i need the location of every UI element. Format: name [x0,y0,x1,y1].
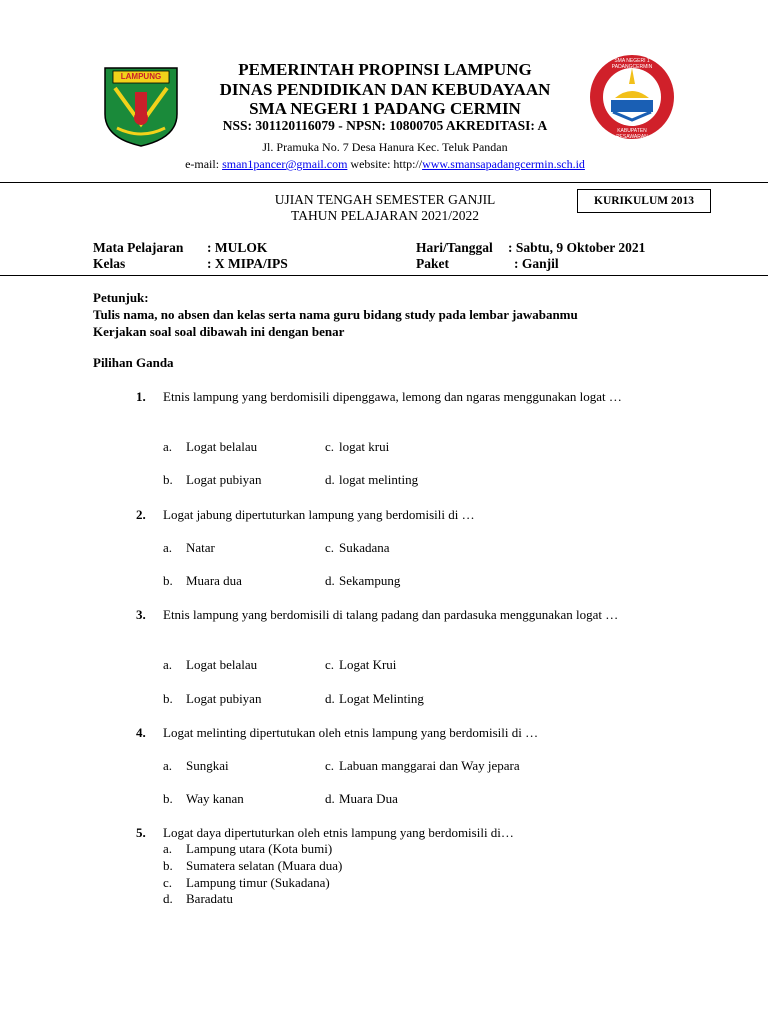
option-text: Labuan manggarai dan Way jepara [339,758,520,773]
option-text: Logat belalau [186,439,258,454]
header-line1: PEMERINTAH PROPINSI LAMPUNG [238,60,532,79]
option-text: Muara Dua [339,791,398,806]
question-number: 1. [136,389,146,404]
header-divider [0,182,768,183]
option-letter: c. [325,439,335,454]
option-text: Sumatera selatan (Muara dua) [186,858,343,873]
day-value: : Sabtu, 9 Oktober 2021 [508,240,646,255]
option-letter: a. [163,540,173,555]
day-label: Hari/Tanggal [416,240,493,255]
option-text: Muara dua [186,573,242,588]
option-letter: a. [163,657,173,672]
exam-title: UJIAN TENGAH SEMESTER GANJIL [274,192,496,207]
option-letter: b. [163,791,173,806]
option-text: Sukadana [339,540,390,555]
option-text: Logat pubiyan [186,472,262,487]
option-letter: c. [325,758,335,773]
option-text: Baradatu [186,891,233,906]
subject-value: : MULOK [207,240,268,255]
header-line3: SMA NEGERI 1 PADANG CERMIN [249,99,521,118]
option-text: Sungkai [186,758,229,773]
website-label: website: http:// [350,157,423,171]
option-letter: d. [325,573,335,588]
question-text: Etnis lampung yang berdomisili di talang padang dan pardasuka menggunakan logat … [163,607,619,622]
email-label: e-mail: [185,157,220,171]
packet-value: : Ganjil [514,256,559,271]
question-text: Logat daya dipertuturkan oleh etnis lampung yang berdomisili di… [163,825,514,840]
option-letter: b. [163,472,173,487]
logo-right-text-top: SMA NEGERI 1 PADANGCERMIN [611,58,653,70]
option-letter: c. [325,540,335,555]
instructions-line1: Tulis nama, no absen dan kelas serta nama guru bidang study pada lembar jawabanmu [93,307,578,322]
option-text: Sekampung [339,573,401,588]
option-letter: b. [163,691,173,706]
option-letter: d. [163,891,173,906]
option-text: Natar [186,540,215,555]
question-3 [136,606,675,624]
question-text: Logat melinting dipertutukan oleh etnis lampung yang berdomisili di … [163,725,539,740]
section-title: Pilihan Ganda [93,355,174,370]
option-text: Logat Krui [339,657,397,672]
option-text: Logat pubiyan [186,691,262,706]
question-4 [136,724,675,742]
subject-label: Mata Pelajaran [93,240,184,255]
email-link[interactable]: sman1pancer@gmail.com [222,157,348,171]
option-letter: c. [325,657,335,672]
instructions-line2: Kerjakan soal soal dibawah ini dengan benar [93,324,345,339]
question-text: Etnis lampung yang berdomisili dipenggawa, lemong dan ngaras menggunakan logat … [163,389,622,404]
header-line4: NSS: 301120116079 - NPSN: 10800705 AKREDITASI: A [222,118,548,133]
class-label: Kelas [93,256,126,271]
option-letter: a. [163,439,173,454]
option-text: Lampung utara (Kota bumi) [186,841,333,856]
header-line2: DINAS PENDIDIKAN DAN KEBUDAYAAN [219,80,551,99]
option-text: logat melinting [339,472,419,487]
option-letter: b. [163,858,173,873]
class-value: : X MIPA/IPS [207,256,288,271]
question-5 [136,824,675,842]
option-text: Lampung timur (Sukadana) [186,875,330,890]
option-letter: a. [163,841,173,856]
question-number: 2. [136,507,146,522]
question-number: 5. [136,825,146,840]
curriculum-box: KURIKULUM 2013 [577,189,711,213]
question-number: 4. [136,725,146,740]
question-1 [136,388,675,406]
packet-label: Paket [416,256,449,271]
info-divider [0,275,768,276]
contact-line [100,157,670,172]
option-letter: b. [163,573,173,588]
option-text: logat krui [339,439,390,454]
question-number: 3. [136,607,146,622]
option-letter: d. [325,691,335,706]
question-2 [136,506,675,524]
option-letter: d. [325,791,335,806]
logo-left-text: LAMPUNG [120,72,162,81]
instructions-title: Petunjuk: [93,290,149,305]
website-link[interactable]: www.smansapadangcermin.sch.id [422,157,585,171]
logo-right-text-bottom: KABUPATEN PESAWARAN [616,128,648,140]
option-text: Logat Melinting [339,691,424,706]
lampung-province-logo [103,66,179,148]
exam-year: TAHUN PELAJARAN 2021/2022 [291,208,479,223]
question-text: Logat jabung dipertuturkan lampung yang berdomisili di … [163,507,475,522]
option-letter: c. [163,875,173,890]
option-text: Logat belalau [186,657,258,672]
option-letter: d. [325,472,335,487]
option-text: Way kanan [186,791,244,806]
school-address: Jl. Pramuka No. 7 Desa Hanura Kec. Teluk Pandan [262,140,508,154]
school-logo [589,54,675,140]
option-letter: a. [163,758,173,773]
